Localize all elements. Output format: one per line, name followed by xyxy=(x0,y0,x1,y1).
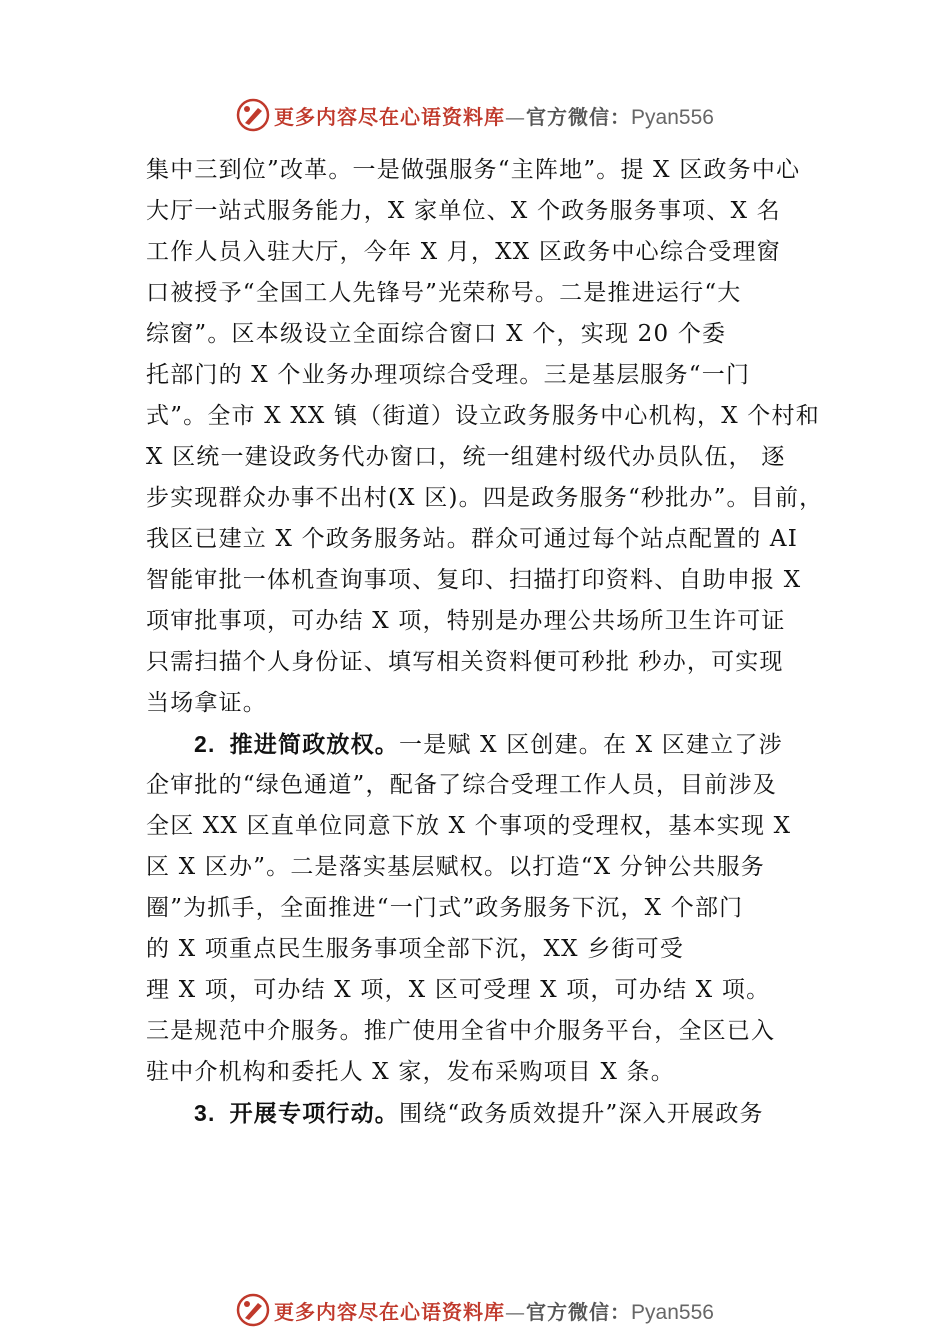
text-line: 大厅一站式服务能力，X 家单位、X 个政务服务事项、X 名 xyxy=(146,198,781,224)
pen-nib-logo-icon xyxy=(236,1293,270,1327)
pen-nib-logo-icon xyxy=(236,98,270,132)
text-line: 全区 XX 区直单位同意下放 X 个事项的受理权，基本实现 X xyxy=(146,813,792,839)
text-line: 智能审批一体机查询事项、复印、扫描打印资料、自助申报 X xyxy=(146,567,802,593)
text-line: 只需扫描个人身份证、填写相关资料便可秒批 秒办，可实现 xyxy=(146,649,784,675)
section-heading: 开展专项行动。 xyxy=(229,1100,399,1127)
text-line: 区 X 区办”。二是落实基层赋权。以打造“X 分钟公共服务 xyxy=(146,854,765,880)
banner-wechat-label: 官方微信： xyxy=(526,1299,632,1324)
text-line: 综窗”。区本级设立全面综合窗口 X 个，实现 20 个委 xyxy=(146,321,727,347)
text-line: 企审批的“绿色通道”，配备了综合受理工作人员，目前涉及 xyxy=(146,772,777,798)
document-body xyxy=(146,150,846,1134)
banner-separator: — xyxy=(505,1299,527,1324)
section-2 xyxy=(146,724,846,1093)
banner-brand: 更多内容尽在心语资料库 xyxy=(274,104,506,129)
text-line: 集中三到位”改革。一是做强服务“主阵地”。提 X 区政务中心 xyxy=(146,157,801,183)
banner-brand: 更多内容尽在心语资料库 xyxy=(274,1299,506,1324)
text-line: 当场拿证。 xyxy=(146,690,267,716)
text-line: 式”。全市 X XX 镇（街道）设立政务服务中心机构，X 个村和 xyxy=(146,403,820,429)
section-3-heading-line xyxy=(146,1093,846,1134)
banner-separator: — xyxy=(505,104,527,129)
section-first-line: 围绕“政务质效提升”深入开展政务 xyxy=(399,1101,764,1127)
section-number: 3. xyxy=(194,1100,216,1126)
banner-account: Pyan556 xyxy=(631,1300,714,1324)
section-first-line: 一是赋 X 区创建。在 X 区建立了涉 xyxy=(399,732,783,758)
text-line: 工作人员入驻大厅，今年 X 月，XX 区政务中心综合受理窗 xyxy=(146,239,781,265)
text-line: 驻中介机构和委托人 X 家，发布采购项目 X 条。 xyxy=(146,1059,675,1085)
text-line: 托部门的 X 个业务办理项综合受理。三是基层服务“一门 xyxy=(146,362,751,388)
section-2-heading-line xyxy=(146,724,846,765)
text-line: 三是规范中介服务。推广使用全省中介服务平台，全区已入 xyxy=(146,1018,776,1044)
banner-wechat-label: 官方微信： xyxy=(526,104,632,129)
section-3 xyxy=(146,1093,846,1134)
paragraph-1 xyxy=(146,150,846,724)
text-line: 理 X 项，可办结 X 项，X 区可受理 X 项，可办结 X 项。 xyxy=(146,977,771,1003)
footer-banner xyxy=(0,1290,950,1330)
text-line: 步实现群众办事不出村(X 区)。四是政务服务“秒批办”。目前， xyxy=(146,485,824,511)
text-line: X 区统一建设政务代办窗口，统一组建村级代办员队伍， 逐 xyxy=(146,444,786,470)
text-line: 的 X 项重点民生服务事项全部下沉，XX 乡街可受 xyxy=(146,936,685,962)
section-heading: 推进简政放权。 xyxy=(229,731,399,758)
banner-account: Pyan556 xyxy=(631,105,714,129)
text-line: 项审批事项，可办结 X 项，特别是办理公共场所卫生许可证 xyxy=(146,608,786,634)
text-line: 我区已建立 X 个政务服务站。群众可通过每个站点配置的 AI xyxy=(146,526,799,552)
text-line: 口被授予“全国工人先锋号”光荣称号。二是推进运行“大 xyxy=(146,280,742,306)
section-number: 2. xyxy=(194,731,216,757)
text-line: 圈”为抓手，全面推进“一门式”政务服务下沉，X 个部门 xyxy=(146,895,744,921)
header-banner xyxy=(0,95,950,135)
